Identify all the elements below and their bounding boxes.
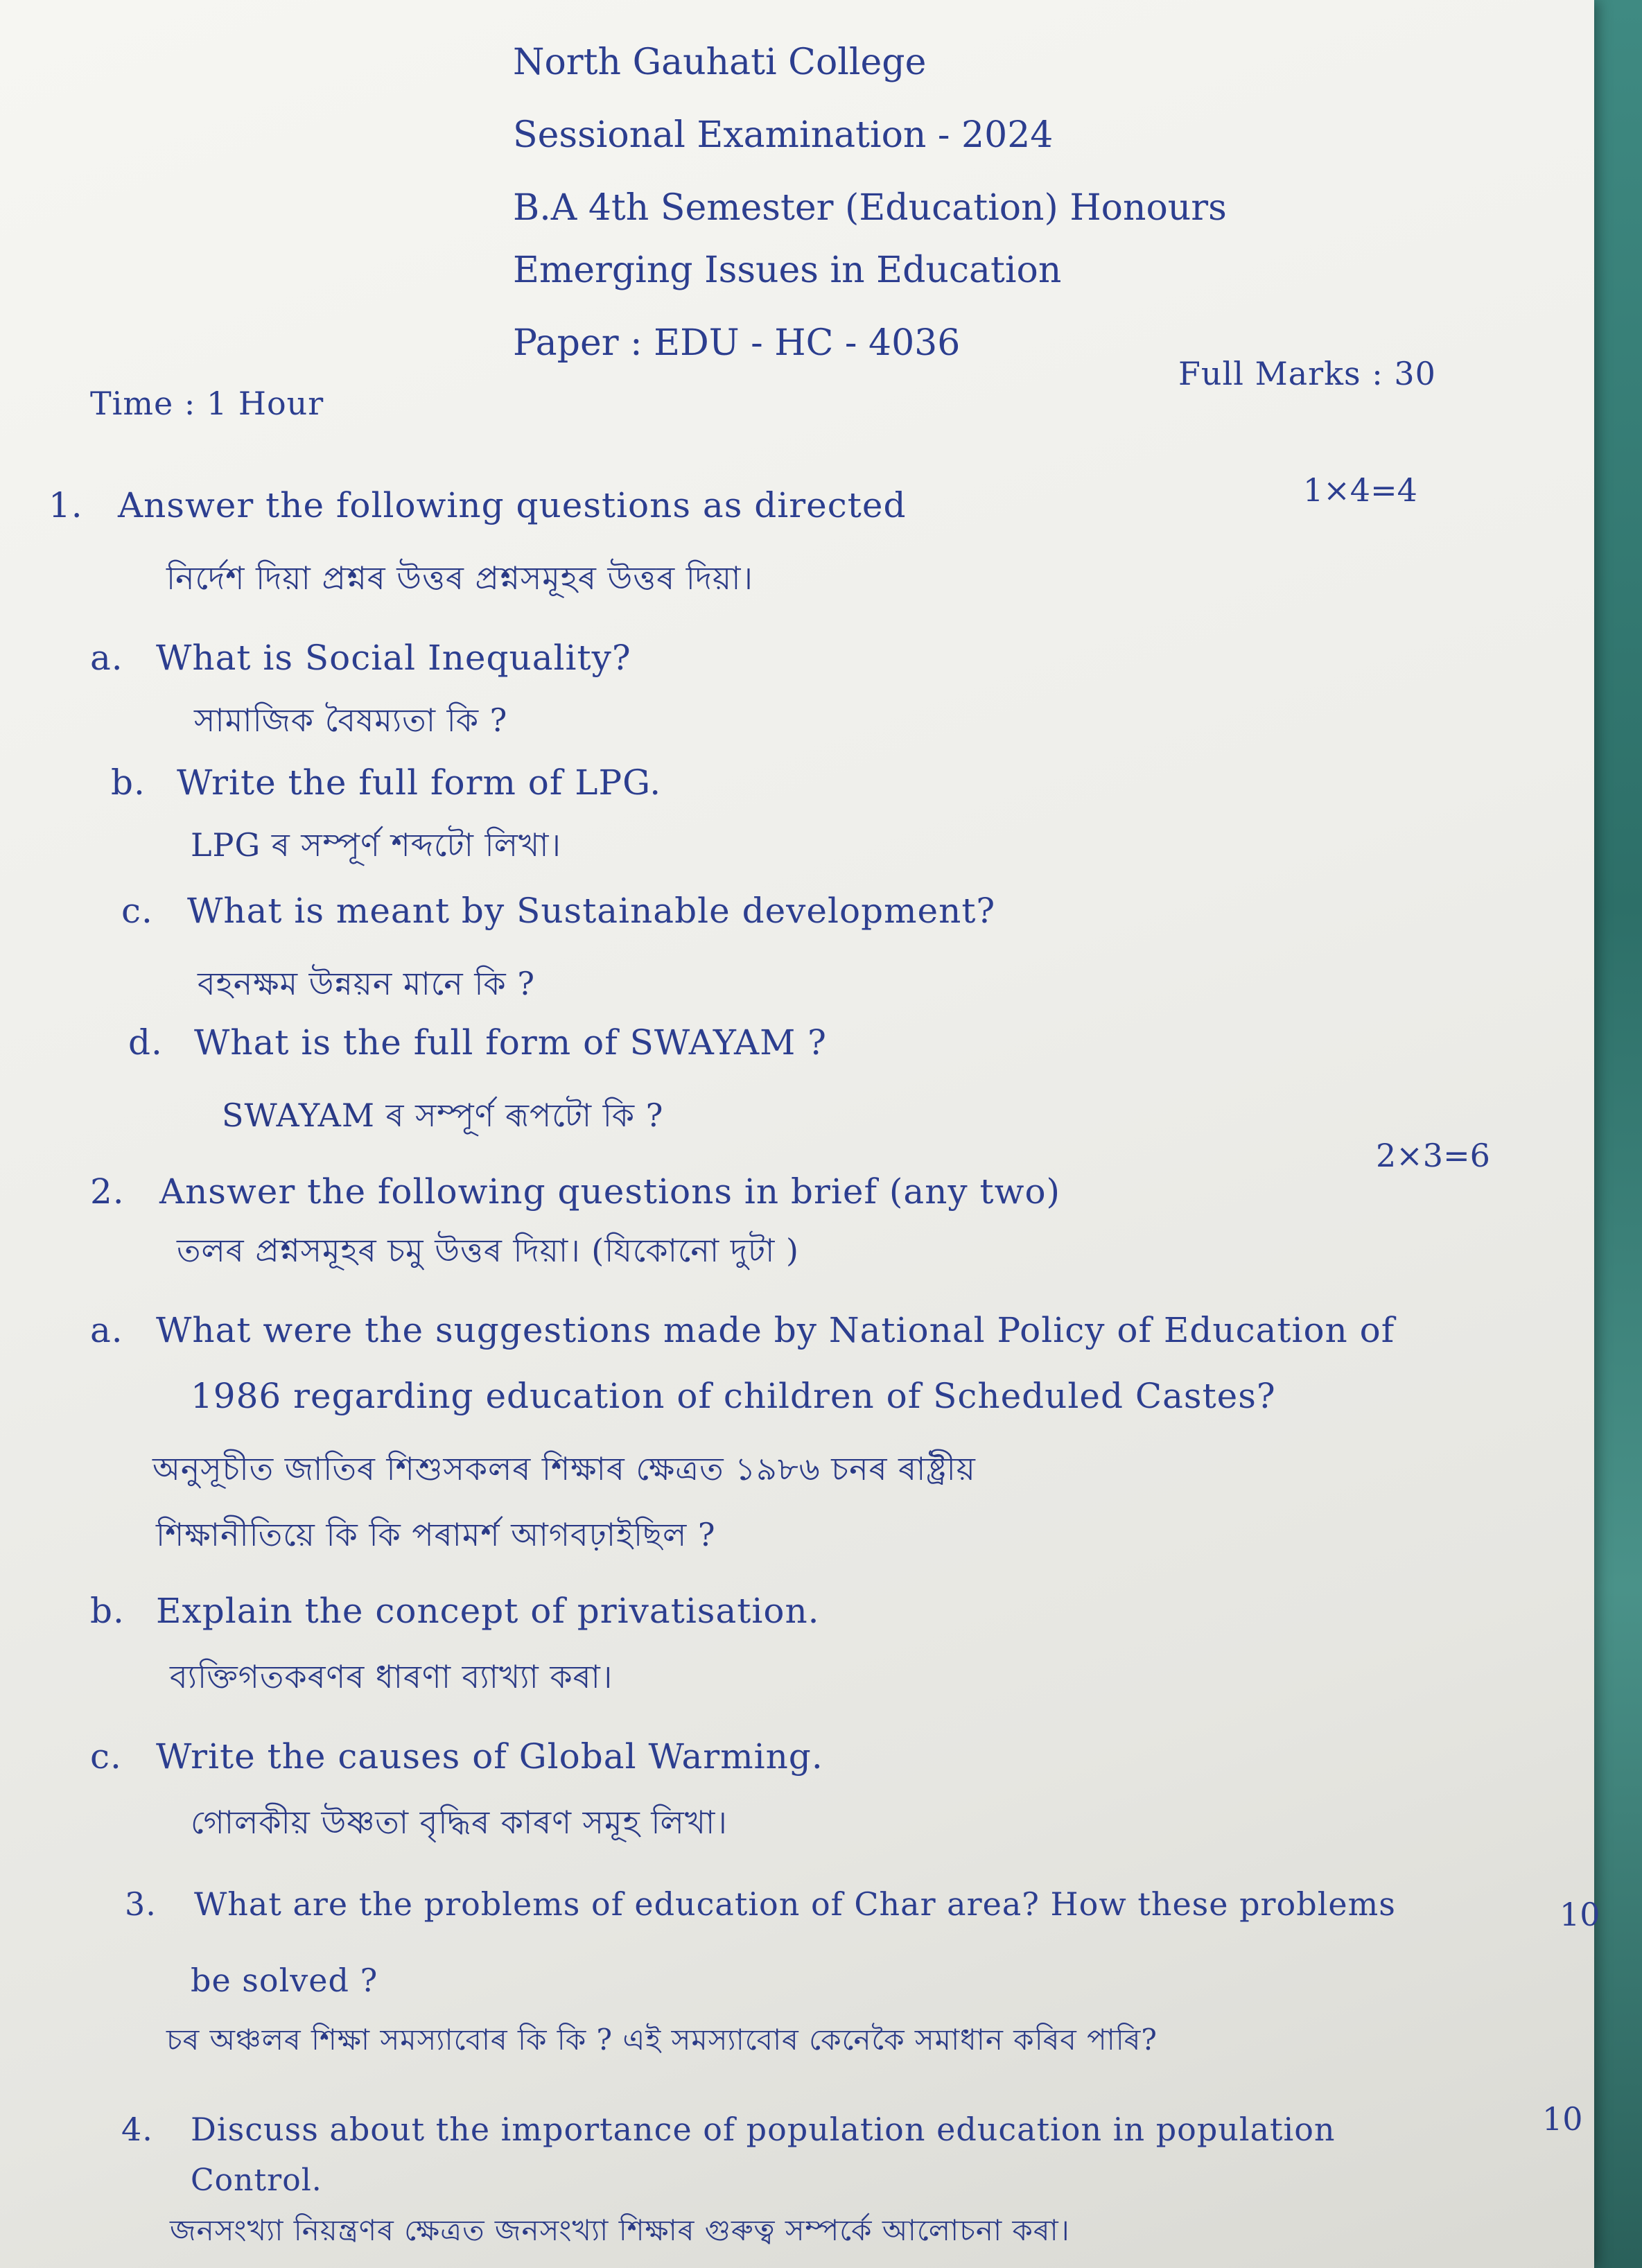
question-1b [111, 762, 661, 803]
question-1a [90, 638, 631, 678]
question-text: Answer the following questions as directed [118, 485, 907, 525]
sub-label: c. [90, 1736, 122, 1777]
sub-label: b. [90, 1591, 125, 1631]
full-marks-label: Full Marks : 30 [1178, 355, 1436, 392]
question-1c-translation: বহনক্ষম উন্নয়ন মানে কি ? [198, 965, 535, 1002]
course-title: B.A 4th Semester (Education) Honours [513, 187, 1227, 229]
question-2 [90, 1171, 1060, 1212]
question-3-line-2: be solved ? [191, 1962, 378, 1999]
question-number: 4. [121, 2111, 153, 2148]
sub-label: d. [128, 1022, 163, 1063]
question-2c-translation: গোলকীয় উষ্ণতা বৃদ্ধিৰ কাৰণ সমূহ লিখা। [191, 1804, 728, 1841]
question-2-translation: তলৰ প্ৰশ্নসমূহৰ চমু উত্তৰ দিয়া। (যিকোনো দুটা ) [177, 1232, 799, 1269]
question-1b-translation: LPG ৰ সম্পূৰ্ণ শব্দটো লিখা। [191, 826, 561, 864]
question-number: 1. [49, 485, 83, 525]
question-4-line-2: Control. [191, 2163, 322, 2198]
question-1d [128, 1022, 827, 1063]
time-label: Time : 1 Hour [90, 385, 324, 422]
question-1c [121, 891, 995, 931]
sub-text: Write the full form of LPG. [177, 762, 662, 803]
question-4-translation: জনসংখ্যা নিয়ন্ত্ৰণৰ ক্ষেত্ৰত জনসংখ্যা শিক্ষাৰ গুৰুত্ব সম্পৰ্কে আলোচনা কৰা। [170, 2213, 1070, 2247]
question-4-marks: 10 [1542, 2100, 1583, 2138]
question-2b-translation: ব্যক্তিগতকৰণৰ ধাৰণা ব্যাখ্যা কৰা। [170, 1658, 613, 1695]
sub-label: b. [111, 762, 146, 803]
question-4 [121, 2111, 1336, 2148]
question-number: 3. [125, 1885, 157, 1923]
sub-label: a. [90, 638, 123, 678]
question-1d-translation: SWAYAM ৰ সম্পূৰ্ণ ৰূপটো কি ? [222, 1097, 664, 1134]
sub-text: What were the suggestions made by National Policy of Education of [156, 1310, 1395, 1350]
question-2c [90, 1736, 823, 1777]
question-2a-translation-2: শিক্ষানীতিয়ে কি কি পৰামৰ্শ আগবঢ়াইছিল ? [156, 1516, 716, 1553]
sub-text: What is Social Inequality? [156, 638, 631, 678]
question-1a-translation: সামাজিক বৈষম্যতা কি ? [194, 701, 508, 739]
exam-title: Sessional Examination - 2024 [513, 114, 1054, 156]
question-1 [49, 485, 906, 525]
sub-text: What is the full form of SWAYAM ? [194, 1022, 827, 1063]
subject-title: Emerging Issues in Education [513, 250, 1062, 291]
question-1-translation: নিৰ্দেশ দিয়া প্ৰশ্নৰ উত্তৰ প্ৰশ্নসমূহৰ উত্তৰ দিয়া। [166, 559, 753, 597]
paper-code: Paper : EDU - HC - 4036 [513, 322, 961, 364]
question-text: Answer the following questions in brief (any two) [159, 1171, 1061, 1212]
question-3 [125, 1885, 1396, 1923]
sub-label: c. [121, 891, 153, 931]
question-3-marks: 10 [1560, 1896, 1600, 1933]
question-2-marks: 2×3=6 [1376, 1137, 1490, 1174]
sub-text: Write the causes of Global Warming. [156, 1736, 823, 1777]
question-2b [90, 1591, 820, 1631]
sub-label: a. [90, 1310, 123, 1350]
question-number: 2. [90, 1171, 125, 1212]
question-1-marks: 1×4=4 [1303, 471, 1417, 509]
question-3-translation: চৰ অঞ্চলৰ শিক্ষা সমস্যাবোৰ কি কি ? এই সমস্যাবোৰ কেনেকৈ সমাধান কৰিব পাৰি? [166, 2023, 1158, 2057]
question-2a [90, 1310, 1395, 1350]
question-2a-translation-1: অনুসূচীত জাতিৰ শিশুসকলৰ শিক্ষাৰ ক্ষেত্ৰত ১৯৮৬ চনৰ ৰাষ্ট্ৰীয় [152, 1450, 976, 1488]
sub-text: Explain the concept of privatisation. [156, 1591, 820, 1631]
college-name: North Gauhati College [513, 42, 927, 83]
question-2a-line-2: 1986 regarding education of children of Scheduled Castes? [191, 1376, 1276, 1416]
sub-text: What is meant by Sustainable development? [187, 891, 996, 931]
question-text: What are the problems of education of Char area? How these problems [194, 1885, 1396, 1923]
question-text: Discuss about the importance of population education in population [191, 2111, 1336, 2148]
